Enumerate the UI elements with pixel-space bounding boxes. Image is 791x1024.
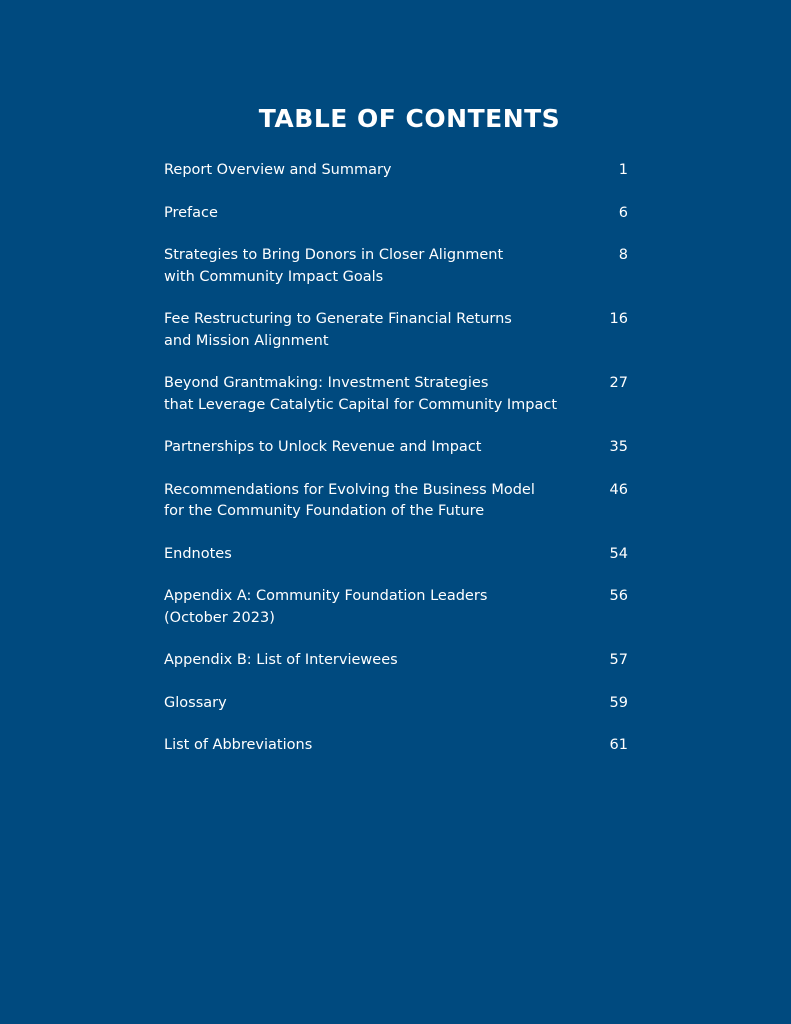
toc-entry-title xyxy=(164,203,564,225)
toc-entry-title xyxy=(164,245,564,288)
toc-entry-title xyxy=(164,586,564,629)
toc-entry-title xyxy=(164,650,564,672)
toc-entry-page-number: 1 xyxy=(618,162,628,178)
toc-entry[interactable] xyxy=(164,735,628,757)
toc-entry-title xyxy=(164,160,564,182)
toc-entry[interactable] xyxy=(164,544,628,566)
toc-entry[interactable] xyxy=(164,586,628,629)
toc-entry-page-number: 35 xyxy=(609,439,628,455)
toc-entry-title-line: and Mission Alignment xyxy=(164,332,329,349)
toc-entry[interactable] xyxy=(164,650,628,672)
toc-entry[interactable] xyxy=(164,160,628,182)
toc-entry-title-line: Recommendations for Evolving the Business Model xyxy=(164,481,535,498)
toc-entry-page-number: 8 xyxy=(618,247,628,263)
toc-entry-title-line: for the Community Foundation of the Future xyxy=(164,503,485,519)
toc-entry-title xyxy=(164,437,564,459)
toc-entry-page-number: 16 xyxy=(609,311,628,327)
toc-entry-page-number: 54 xyxy=(609,545,628,562)
toc-entry-title xyxy=(164,373,564,416)
toc-entry-title-line: Beyond Grantmaking: Investment Strategies xyxy=(164,375,489,391)
toc-entry-title xyxy=(164,309,564,352)
toc-entry-page-number: 56 xyxy=(609,588,628,604)
toc-entry-title-line: List of Abbreviations xyxy=(164,737,313,753)
toc-entry-title-line: Preface xyxy=(164,204,218,221)
toc-entry-title-line: with Community Impact Goals xyxy=(164,268,384,285)
toc-entry[interactable] xyxy=(164,245,628,288)
toc-entry-title-line: Endnotes xyxy=(164,545,232,562)
toc-entry-title xyxy=(164,544,564,566)
toc-entry[interactable] xyxy=(164,203,628,225)
toc-entry-title-line: Appendix A: Community Foundation Leaders xyxy=(164,588,488,604)
toc-entry-title-line: Glossary xyxy=(164,694,227,711)
toc-entry-title-line: Appendix B: List of Interviewees xyxy=(164,652,398,668)
toc-entry-page-number: 27 xyxy=(609,375,628,391)
toc-entry[interactable] xyxy=(164,480,628,523)
toc-entry-page-number: 61 xyxy=(609,737,628,753)
toc-entry-page-number: 59 xyxy=(609,694,628,711)
toc-entry-title xyxy=(164,693,564,715)
toc-entry-title-line: Fee Restructuring to Generate Financial Returns xyxy=(164,311,512,327)
toc-entry[interactable] xyxy=(164,309,628,352)
toc-list xyxy=(164,160,628,778)
toc-entry-title-line: Strategies to Bring Donors in Closer Alignment xyxy=(164,247,504,263)
toc-entry-page-number: 6 xyxy=(618,204,628,221)
toc-entry-title-line: Partnerships to Unlock Revenue and Impact xyxy=(164,439,482,455)
toc-entry[interactable] xyxy=(164,373,628,416)
toc-entry-title-line: Report Overview and Summary xyxy=(164,162,392,178)
toc-entry[interactable] xyxy=(164,437,628,459)
toc-entry-page-number: 46 xyxy=(609,481,628,498)
toc-entry-title xyxy=(164,735,564,757)
toc-entry-page-number: 57 xyxy=(609,652,628,668)
toc-entry-title-line: (October 2023) xyxy=(164,609,275,626)
page-title: TABLE OF CONTENTS xyxy=(258,104,561,133)
toc-entry-title xyxy=(164,480,564,523)
toc-entry-title-line: that Leverage Catalytic Capital for Community Impact xyxy=(164,396,558,413)
toc-entry[interactable] xyxy=(164,693,628,715)
